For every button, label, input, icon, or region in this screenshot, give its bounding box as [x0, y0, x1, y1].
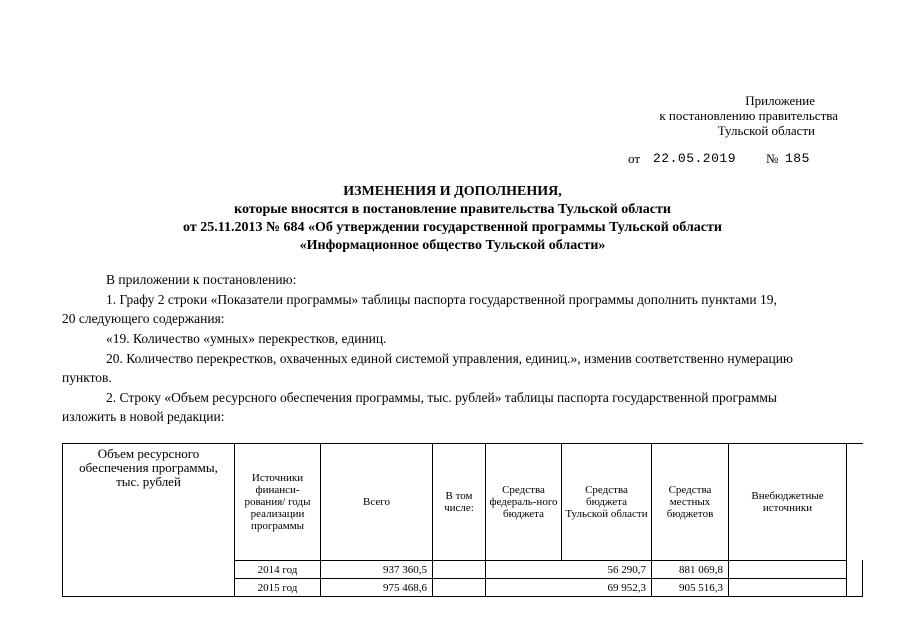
cell-year: 2015 год [235, 579, 321, 597]
appendix-line-2: к постановлению правительства [659, 108, 838, 123]
cell-year: 2014 год [235, 561, 321, 579]
appendix-line-1: Приложение [745, 93, 815, 108]
decree-number-label: № [766, 151, 779, 166]
table-right-gap [847, 444, 863, 597]
header-sources: Источники финанси-рования/ годы реализации программы [235, 444, 321, 561]
title-line-1: ИЗМЕНЕНИЯ И ДОПОЛНЕНИЯ, [343, 184, 562, 199]
cell-in-that [433, 561, 486, 579]
paragraph-2-line-1: 2. Строку «Объем ресурсного обеспечения программы, тыс. рублей» таблицы паспорта государственной программы [106, 390, 777, 405]
cell-total: 975 468,6 [321, 579, 433, 597]
header-in-that: В том числе: [433, 444, 486, 561]
cell-total: 937 360,5 [321, 561, 433, 579]
paragraph-item-20-line-1: 20. Количество перекрестков, охваченных единой системой управления, единиц.», изменив соответственно нумерацию [106, 351, 794, 366]
paragraph-1-line-1: 1. Графу 2 строки «Показатели программы» таблицы паспорта государственной программы дополнить пунктами 19, [106, 292, 777, 307]
title-line-2: которые вносятся в постановление правительства Тульской области [234, 202, 671, 217]
cell-local [729, 561, 847, 579]
table-left-cell: Объем ресурсного обеспечения программы, тыс. рублей [63, 444, 235, 597]
header-federal: Средства федераль-ного бюджета [486, 444, 562, 561]
title-line-4: «Информационное общество Тульской области» [299, 238, 606, 253]
paragraph-item-19: «19. Количество «умных» перекрестков, единиц. [106, 331, 387, 346]
cell-regional: 881 069,8 [652, 561, 729, 579]
paragraph-intro: В приложении к постановлению: [106, 272, 297, 287]
decree-number: 185 [785, 151, 810, 166]
header-local: Средства местных бюджетов [652, 444, 729, 561]
cell-regional: 905 516,3 [652, 579, 729, 597]
header-total: Всего [321, 444, 433, 561]
decree-date: 22.05.2019 [653, 151, 737, 166]
cell-federal: 56 290,7 [486, 561, 652, 579]
decree-from-label: от [628, 151, 641, 166]
cell-in-that [433, 579, 486, 597]
appendix-block [560, 93, 860, 138]
header-extra: Внебюджетные источники [729, 444, 847, 561]
cell-local [729, 579, 847, 597]
header-regional: Средства бюджета Тульской области [562, 444, 652, 561]
resource-table [62, 443, 863, 597]
cell-federal: 69 952,3 [486, 579, 652, 597]
paragraph-2-line-2: изложить в новой редакции: [62, 409, 225, 424]
title-line-3: от 25.11.2013 № 684 «Об утверждении государственной программы Тульской области [183, 220, 722, 235]
paragraph-1-line-2: 20 следующего содержания: [62, 311, 225, 326]
table-header-row [63, 444, 863, 561]
appendix-line-3: Тульской области [717, 123, 815, 138]
paragraph-item-20-line-2: пунктов. [62, 370, 112, 385]
